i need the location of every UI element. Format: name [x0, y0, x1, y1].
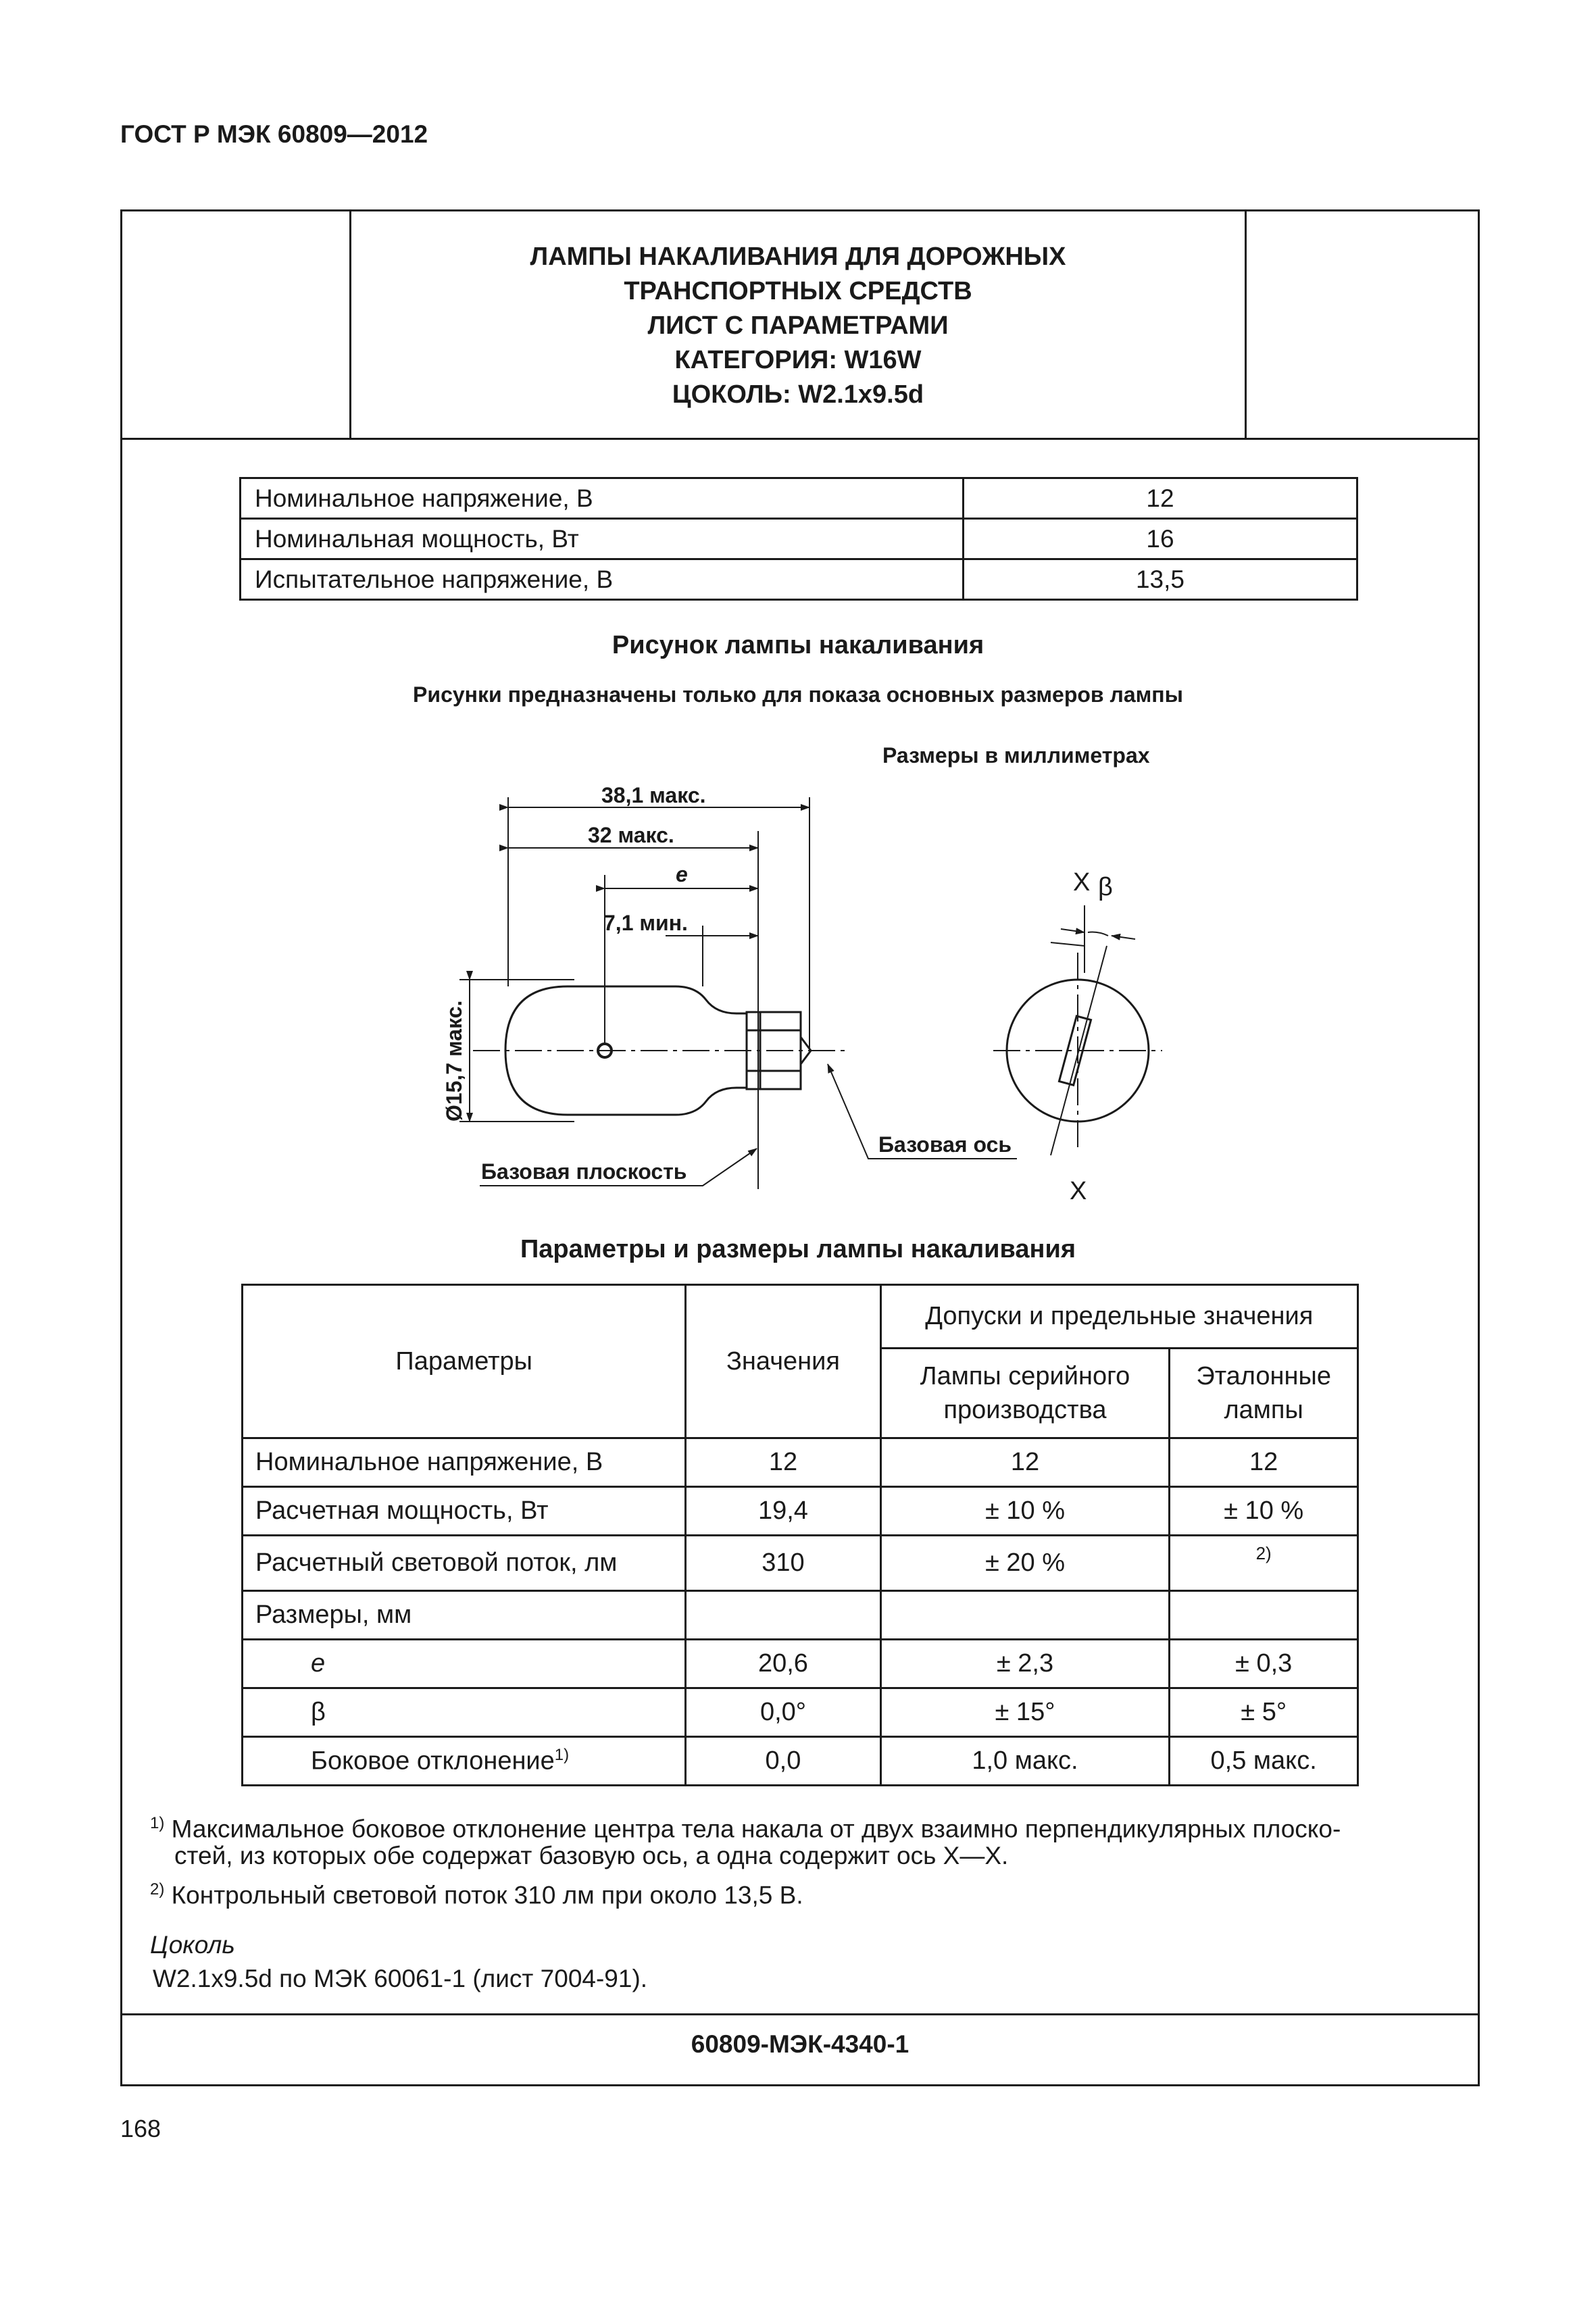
- param-name: β: [243, 1688, 686, 1737]
- param-name: Расчетная мощность, Вт: [243, 1487, 686, 1536]
- param-name: Размеры, мм: [243, 1591, 686, 1640]
- params-title: Параметры и размеры лампы накаливания: [520, 1235, 1076, 1263]
- drawing-labels: [442, 783, 1012, 1184]
- title-line-3: ЛИСТ С ПАРАМЕТРАМИ: [647, 311, 949, 340]
- param-reference: [1170, 1591, 1358, 1640]
- header-tolerances: Допуски и предельные значения: [880, 1285, 1357, 1349]
- rated-value: 13,5: [964, 559, 1357, 600]
- drawing-note: Рисунки предназначены только для показа основных размеров лампы: [413, 682, 1183, 707]
- param-value: 12: [686, 1438, 880, 1487]
- dim-diameter-label: Ø15,7 макс.: [442, 1000, 466, 1122]
- drawing-units: Размеры в миллиметрах: [882, 743, 1150, 768]
- param-serial: 12: [880, 1438, 1170, 1487]
- table-row: [243, 1591, 1358, 1640]
- table-row: [243, 1536, 1358, 1591]
- drawing-title: Рисунок лампы накаливания: [612, 631, 984, 659]
- title-line-4: КАТЕГОРИЯ: W16W: [674, 346, 922, 374]
- ref-plane-label: Базовая плоскость: [481, 1159, 687, 1184]
- header-serial: Лампы серийного производства: [880, 1349, 1170, 1438]
- page-number: 168: [120, 2115, 161, 2142]
- title-line-5: ЦОКОЛЬ: W2.1x9.5d: [672, 380, 924, 409]
- dim-71-label: 7,1 мин.: [603, 911, 688, 935]
- param-serial: 1,0 макс.: [880, 1737, 1170, 1786]
- rated-label: Номинальное напряжение, В: [241, 478, 964, 519]
- x-bottom-label: X: [1070, 1177, 1087, 1205]
- table-row: [243, 1640, 1358, 1688]
- table-row: [241, 519, 1357, 559]
- rated-label: Номинальная мощность, Вт: [241, 519, 964, 559]
- dim-e-label: e: [676, 862, 688, 886]
- params-table: [241, 1284, 1359, 1786]
- table-row: [243, 1737, 1358, 1786]
- table-row: [241, 478, 1357, 519]
- param-value: 0,0°: [686, 1688, 880, 1737]
- footnote-1-cont: стей, из которых обе содержат базовую ось, а одна содержит ось X—X.: [174, 1842, 1009, 1869]
- lamp-drawing: [0, 770, 1596, 1216]
- param-name: Расчетный световой поток, лм: [243, 1536, 686, 1591]
- rated-label: Испытательное напряжение, В: [241, 559, 964, 600]
- param-name: e: [243, 1640, 686, 1688]
- param-reference-footnote: 2): [1170, 1536, 1358, 1591]
- footnote-2-text: Контрольный световой поток 310 лм при около 13,5 В.: [171, 1881, 803, 1909]
- document-header: ГОСТ Р МЭК 60809—2012: [120, 120, 428, 148]
- param-reference: 12: [1170, 1438, 1358, 1487]
- header-parameters: Параметры: [243, 1285, 686, 1438]
- param-serial: [880, 1591, 1170, 1640]
- header-values: Значения: [686, 1285, 880, 1438]
- rated-value: 12: [964, 478, 1357, 519]
- sheet-title: [351, 240, 1245, 412]
- table-row: [243, 1285, 1358, 1349]
- param-reference: 0,5 макс.: [1170, 1737, 1358, 1786]
- beta-label: β: [1098, 873, 1113, 901]
- dim-overall-label: 38,1 макс.: [601, 783, 706, 807]
- param-name: Боковое отклонение: [311, 1746, 555, 1776]
- footer-divider: [120, 2013, 1480, 2015]
- table-row: [243, 1688, 1358, 1737]
- axis-labels: [1070, 868, 1113, 1205]
- sheet-code: 60809-МЭК-4340-1: [691, 2030, 909, 2058]
- lamp-side-view: [459, 797, 1017, 1189]
- dim-32-label: 32 макс.: [588, 823, 674, 847]
- title-line-2: ТРАНСПОРТНЫХ СРЕДСТВ: [624, 277, 972, 305]
- param-value: 310: [686, 1536, 880, 1591]
- table-row: [243, 1487, 1358, 1536]
- cap-heading: Цоколь: [150, 1931, 235, 1959]
- footnote-1-mark: 1): [150, 1814, 165, 1832]
- param-serial: ± 10 %: [880, 1487, 1170, 1536]
- param-serial: ± 20 %: [880, 1536, 1170, 1591]
- rated-value: 16: [964, 519, 1357, 559]
- title-divider-right: [1245, 209, 1247, 439]
- title-divider-bottom: [120, 438, 1480, 440]
- lamp-end-view: [993, 905, 1162, 1155]
- table-row: [243, 1438, 1358, 1487]
- footnote-1-line-1: Максимальное боковое отклонение центра тела накала от двух взаимно перпендикулярных плоско-: [171, 1815, 1341, 1843]
- footnote-2: [150, 1873, 1461, 1911]
- param-footnote-mark: 1): [554, 1746, 570, 1765]
- rated-values-table: [239, 477, 1358, 601]
- param-reference: ± 0,3: [1170, 1640, 1358, 1688]
- ref-axis-label: Базовая ось: [878, 1132, 1012, 1157]
- param-name-cell: [243, 1737, 686, 1786]
- param-value: 0,0: [686, 1737, 880, 1786]
- title-line-1: ЛАМПЫ НАКАЛИВАНИЯ ДЛЯ ДОРОЖНЫХ: [530, 243, 1066, 271]
- table-row: [241, 559, 1357, 600]
- param-reference: ± 10 %: [1170, 1487, 1358, 1536]
- x-top-label: X: [1073, 868, 1091, 897]
- param-value: [686, 1591, 880, 1640]
- footnote-2-mark: 2): [150, 1880, 165, 1898]
- param-reference: ± 5°: [1170, 1688, 1358, 1737]
- cap-text: W2.1x9.5d по МЭК 60061-1 (лист 7004-91).: [153, 1965, 648, 1992]
- header-reference: Эталонные лампы: [1170, 1349, 1358, 1438]
- param-serial: ± 15°: [880, 1688, 1170, 1737]
- param-value: 19,4: [686, 1487, 880, 1536]
- param-value: 20,6: [686, 1640, 880, 1688]
- param-serial: ± 2,3: [880, 1640, 1170, 1688]
- param-name: Номинальное напряжение, В: [243, 1438, 686, 1487]
